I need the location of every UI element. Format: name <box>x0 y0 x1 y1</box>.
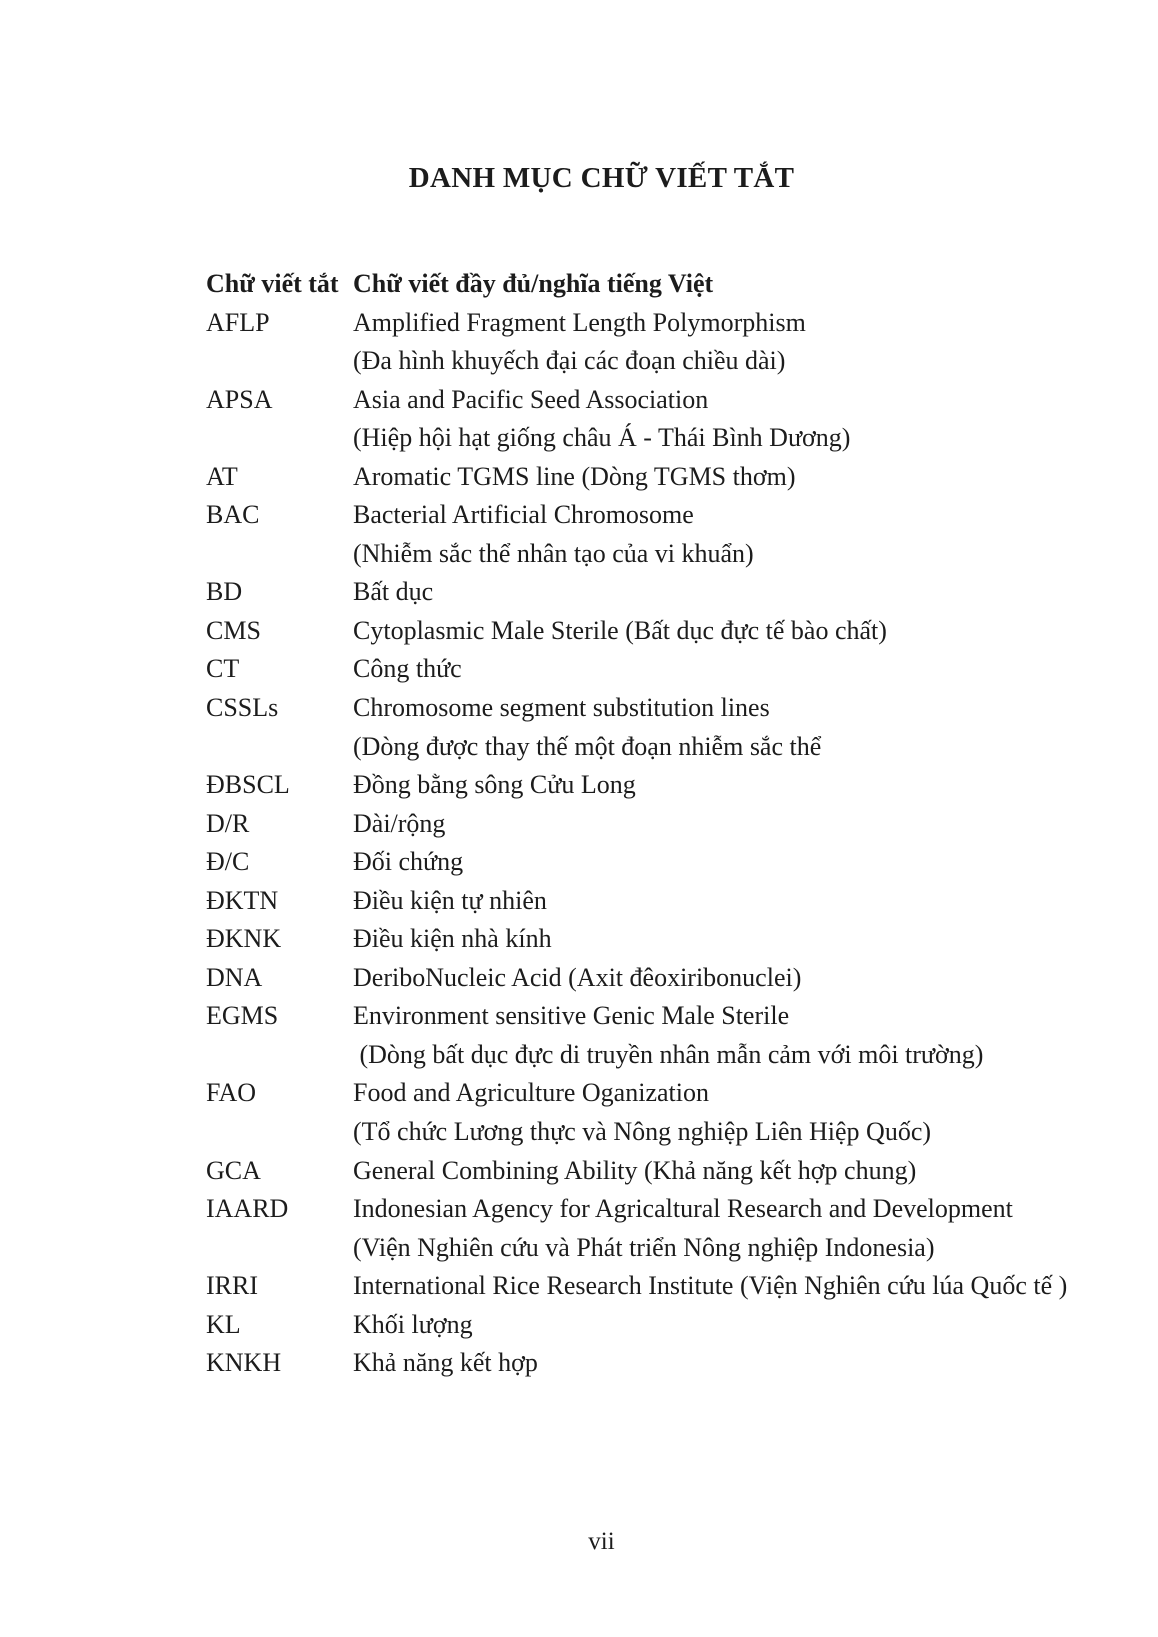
table-row <box>206 535 1098 574</box>
table-row <box>206 997 1098 1036</box>
table-row <box>206 304 1098 343</box>
abbreviation-cell: BAC <box>206 500 260 530</box>
abbreviation-cell <box>206 342 353 381</box>
definition-cell: Điều kiện nhà kính <box>353 924 552 954</box>
abbreviation-cell: GCA <box>206 1155 261 1185</box>
definition-cell: (Nhiễm sắc thể nhân tạo của vi khuẩn) <box>353 538 754 568</box>
definition-cell: Đối chứng <box>353 847 464 877</box>
abbreviation-cell: EGMS <box>206 1001 279 1031</box>
table-row <box>206 458 1098 497</box>
definition-cell: Cytoplasmic Male Sterile (Bất dục đực tế bào chất) <box>353 615 887 645</box>
abbreviation-table <box>206 265 1098 1383</box>
abbreviation-cell: CSSLs <box>206 693 279 723</box>
abbreviation-cell: ĐKNK <box>206 924 282 954</box>
table-row <box>206 959 1098 998</box>
table-row <box>206 1152 1098 1191</box>
abbreviation-cell: AT <box>206 461 238 491</box>
table-row <box>206 689 1098 728</box>
abbreviation-cell: IAARD <box>206 1194 289 1224</box>
definition-cell: Indonesian Agency for Agricaltural Research and Development <box>353 1194 1013 1224</box>
abbreviation-cell: FAO <box>206 1078 257 1108</box>
table-row <box>206 381 1098 420</box>
table-row <box>206 650 1098 689</box>
definition-cell: Bất dục <box>353 577 434 607</box>
table-row <box>206 1190 1098 1229</box>
abbreviation-cell <box>206 535 353 574</box>
abbreviation-cell: Đ/C <box>206 847 250 877</box>
abbreviation-cell: KL <box>206 1309 241 1339</box>
abbreviation-cell <box>206 728 353 767</box>
definition-cell: Dài/rộng <box>353 808 446 838</box>
table-row <box>206 843 1098 882</box>
abbreviation-cell: CMS <box>206 615 261 645</box>
definition-cell: Khối lượng <box>353 1309 473 1339</box>
table-row <box>206 882 1098 921</box>
definition-cell: (Dòng bất dục đực di truyền nhân mẫn cảm với môi trường) <box>353 1039 984 1069</box>
table-rows <box>206 304 1098 1383</box>
definition-cell: (Dòng được thay thế một đoạn nhiễm sắc thể <box>353 731 822 761</box>
definition-cell: Food and Agriculture Oganization <box>353 1078 709 1108</box>
abbreviation-cell: CT <box>206 654 240 684</box>
abbreviation-cell <box>206 419 353 458</box>
definition-cell: DeriboNucleic Acid (Axit đêoxiribonuclei) <box>353 962 802 992</box>
table-row <box>206 1344 1098 1383</box>
table-row <box>206 496 1098 535</box>
page-number: vii <box>588 1528 615 1555</box>
definition-cell: Đồng bằng sông Cửu Long <box>353 770 636 800</box>
table-row <box>206 419 1098 458</box>
table-row <box>206 573 1098 612</box>
table-row <box>206 1267 1098 1306</box>
abbreviation-cell: DNA <box>206 962 263 992</box>
abbreviation-cell: ĐBSCL <box>206 770 290 800</box>
table-row <box>206 766 1098 805</box>
table-row <box>206 728 1098 767</box>
abbreviation-cell <box>206 1229 353 1268</box>
table-row <box>206 1229 1098 1268</box>
table-row <box>206 920 1098 959</box>
definition-cell: (Hiệp hội hạt giống châu Á - Thái Bình Dương) <box>353 423 851 453</box>
definition-cell: (Viện Nghiên cứu và Phát triển Nông nghiệp Indonesia) <box>353 1232 935 1262</box>
definition-cell: Aromatic TGMS line (Dòng TGMS thơm) <box>353 461 796 491</box>
definition-cell: Điều kiện tự nhiên <box>353 885 547 915</box>
table-row <box>206 805 1098 844</box>
definition-cell: Amplified Fragment Length Polymorphism <box>353 307 806 337</box>
table-row <box>206 1074 1098 1113</box>
page-title: DANH MỤC CHỮ VIẾT TẮT <box>408 162 795 194</box>
header-abbreviation-column: Chữ viết tắt <box>206 269 339 298</box>
definition-cell: (Đa hình khuyếch đại các đoạn chiều dài) <box>353 346 786 376</box>
abbreviation-cell: D/R <box>206 808 250 838</box>
header-definition-column: Chữ viết đầy đủ/nghĩa tiếng Việt <box>353 269 714 298</box>
table-row <box>206 1113 1098 1152</box>
table-row <box>206 612 1098 651</box>
definition-cell: Asia and Pacific Seed Association <box>353 384 709 414</box>
abbreviation-cell: KNKH <box>206 1348 282 1378</box>
abbreviation-cell: APSA <box>206 384 273 414</box>
abbreviation-cell: AFLP <box>206 307 270 337</box>
table-row <box>206 342 1098 381</box>
definition-cell: Chromosome segment substitution lines <box>353 693 770 723</box>
abbreviation-cell: BD <box>206 577 243 607</box>
definition-cell: Khả năng kết hợp <box>353 1348 538 1378</box>
definition-cell: Công thức <box>353 654 462 684</box>
abbreviation-cell: ĐKTN <box>206 885 279 915</box>
abbreviation-cell <box>206 1113 353 1152</box>
definition-cell: Bacterial Artificial Chromosome <box>353 500 694 530</box>
definition-cell: Environment sensitive Genic Male Sterile <box>353 1001 790 1031</box>
abbreviation-cell: IRRI <box>206 1271 258 1301</box>
table-row <box>206 1036 1098 1075</box>
table-header-row <box>206 265 1098 304</box>
definition-cell: General Combining Ability (Khả năng kết hợp chung) <box>353 1155 917 1185</box>
definition-cell: International Rice Research Institute (Viện Nghiên cứu lúa Quốc tế ) <box>353 1271 1068 1301</box>
table-row <box>206 1306 1098 1345</box>
definition-cell: (Tổ chức Lương thực và Nông nghiệp Liên Hiệp Quốc) <box>353 1117 932 1147</box>
abbreviation-cell <box>206 1036 353 1075</box>
